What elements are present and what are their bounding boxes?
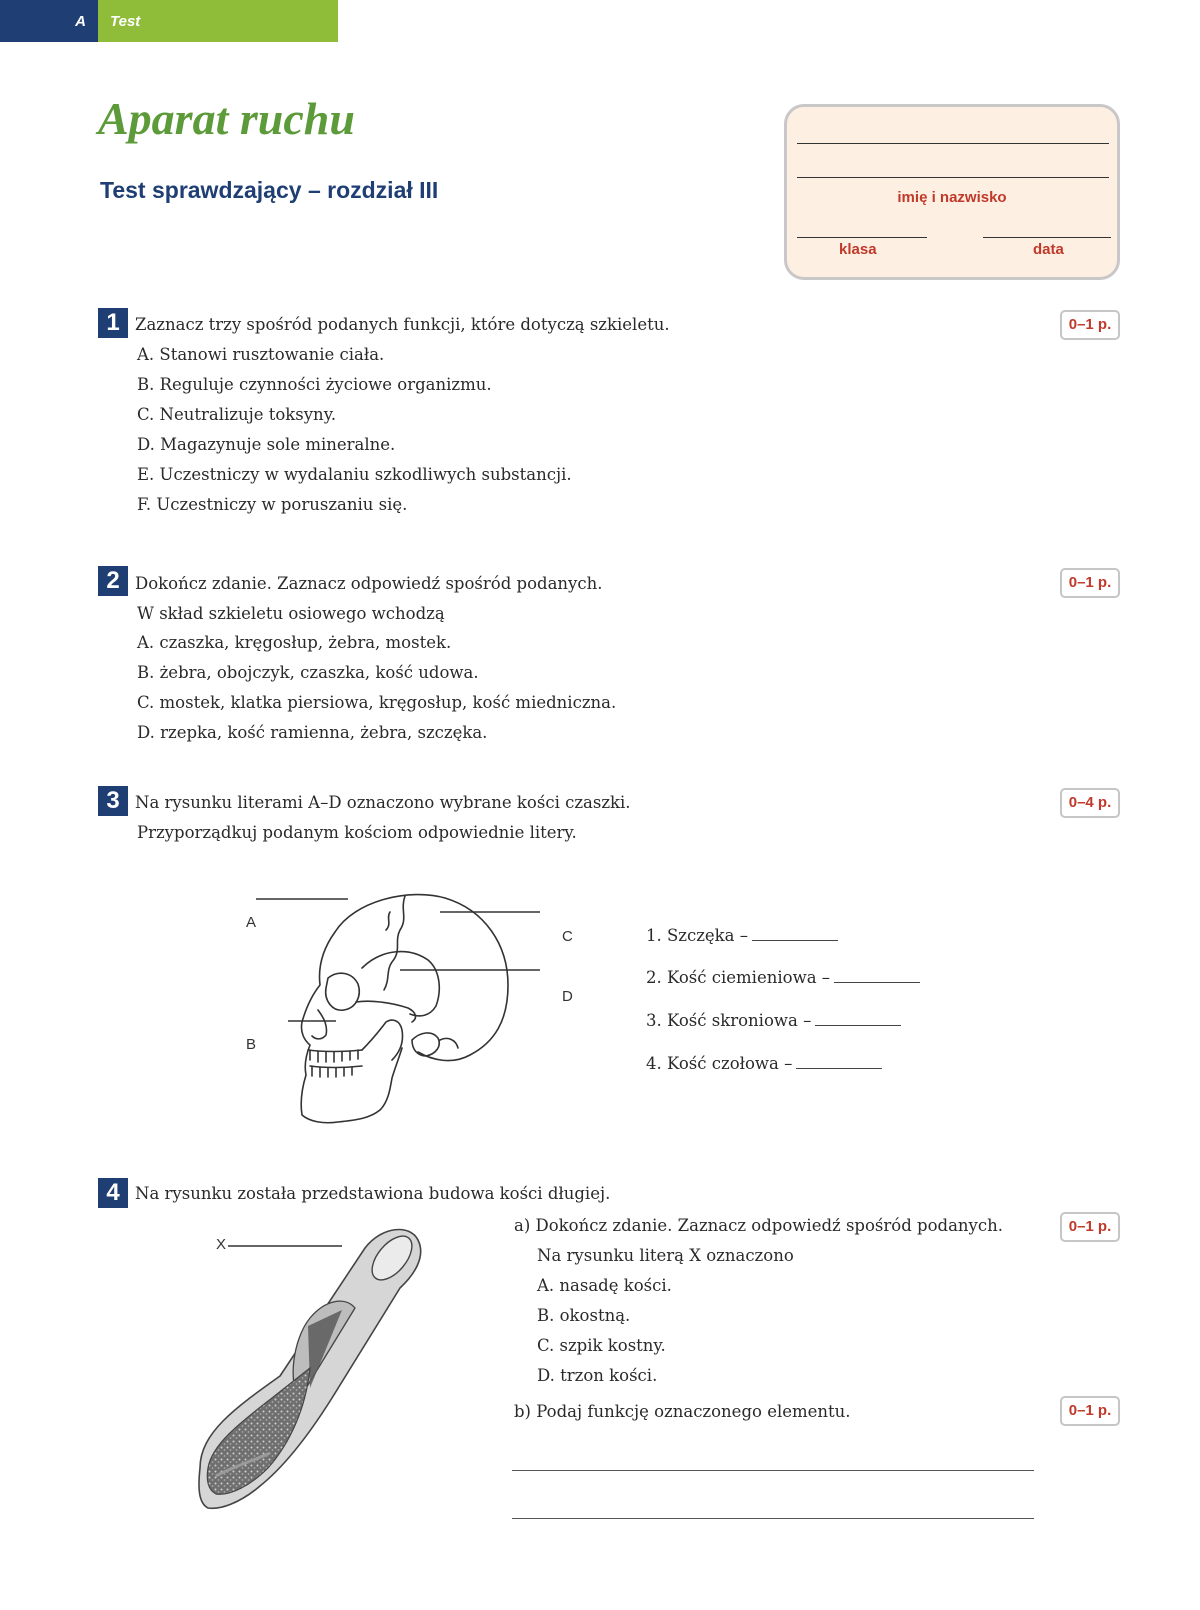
task-3-answer-blank-1[interactable] <box>752 940 838 941</box>
task-3-item-4-text: 4. Kość czołowa – <box>646 1054 793 1073</box>
class-label: klasa <box>839 241 877 258</box>
task-3-points: 0–4 p. <box>1060 788 1120 818</box>
name-line-2[interactable] <box>797 177 1109 178</box>
page-title: Aparat ruchu <box>98 93 355 144</box>
section-label-box <box>98 0 338 42</box>
task-1-option-c[interactable]: C. Neutralizuje toksyny. <box>137 405 337 424</box>
student-info-box <box>784 104 1120 280</box>
task-4a-stem: Na rysunku literą X oznaczono <box>537 1246 794 1265</box>
task-2-option-c[interactable]: C. mostek, klatka piersiowa, kręgosłup, kość miedniczna. <box>137 693 617 712</box>
task-2-option-a[interactable]: A. czaszka, kręgosłup, żebra, mostek. <box>137 633 452 652</box>
task-3-answer-blank-2[interactable] <box>834 982 920 983</box>
task-4-question: Na rysunku została przedstawiona budowa kości długiej. <box>135 1184 611 1203</box>
task-1-number: 1 <box>98 308 128 338</box>
task-3-item-4[interactable] <box>646 1054 882 1073</box>
date-line[interactable] <box>983 237 1111 238</box>
class-line[interactable] <box>797 237 927 238</box>
date-label: data <box>1033 241 1064 258</box>
task-1-option-b[interactable]: B. Reguluje czynności życiowe organizmu. <box>137 375 492 394</box>
name-label: imię i nazwisko <box>897 189 1007 206</box>
task-3-item-3[interactable] <box>646 1011 901 1030</box>
task-4a-option-b[interactable]: B. okostną. <box>537 1306 631 1325</box>
task-1-question: Zaznacz trzy spośród podanych funkcji, które dotyczą szkieletu. <box>135 315 670 334</box>
task-4b-answer-line-1[interactable] <box>512 1470 1034 1471</box>
task-4b-points: 0–1 p. <box>1060 1396 1120 1426</box>
task-4-number: 4 <box>98 1178 128 1208</box>
task-3-item-2-text: 2. Kość ciemieniowa – <box>646 968 831 987</box>
task-3-answer-blank-3[interactable] <box>815 1025 901 1026</box>
task-4b-question: b) Podaj funkcję oznaczonego elementu. <box>514 1402 851 1421</box>
skull-label-a: A <box>246 914 257 931</box>
task-2-option-d[interactable]: D. rzepka, kość ramienna, żebra, szczęka. <box>137 723 488 742</box>
task-2-question: Dokończ zdanie. Zaznacz odpowiedź spośród podanych. <box>135 574 603 593</box>
task-3-item-2[interactable] <box>646 968 920 987</box>
section-letter-box <box>0 0 98 42</box>
task-1-points: 0–1 p. <box>1060 310 1120 340</box>
task-3-instruction: Przyporządkuj podanym kościom odpowiednie litery. <box>137 823 577 842</box>
task-2-stem: W skład szkieletu osiowego wchodzą <box>137 604 445 623</box>
task-1-option-a[interactable]: A. Stanowi rusztowanie ciała. <box>137 345 385 364</box>
task-4a-points: 0–1 p. <box>1060 1212 1120 1242</box>
name-line-1[interactable] <box>797 143 1109 144</box>
bone-label-x: X <box>216 1236 227 1253</box>
task-4a-question: a) Dokończ zdanie. Zaznacz odpowiedź spośród podanych. <box>514 1216 1003 1235</box>
task-2-number: 2 <box>98 566 128 596</box>
skull-label-d: D <box>562 988 573 1005</box>
task-2-option-b[interactable]: B. żebra, obojczyk, czaszka, kość udowa. <box>137 663 479 682</box>
task-4a-option-c[interactable]: C. szpik kostny. <box>537 1336 666 1355</box>
task-1-option-e[interactable]: E. Uczestniczy w wydalaniu szkodliwych substancji. <box>137 465 572 484</box>
task-1-option-f[interactable]: F. Uczestniczy w poruszaniu się. <box>137 495 408 514</box>
task-3-answer-blank-4[interactable] <box>796 1068 882 1069</box>
task-4a-option-d[interactable]: D. trzon kości. <box>537 1366 658 1385</box>
skull-label-b: B <box>246 1036 257 1053</box>
skull-label-c: C <box>562 928 573 945</box>
task-4b-answer-line-2[interactable] <box>512 1518 1034 1519</box>
task-2-points: 0–1 p. <box>1060 568 1120 598</box>
section-header-bar <box>0 0 338 42</box>
task-3-question: Na rysunku literami A–D oznaczono wybrane kości czaszki. <box>135 793 631 812</box>
section-label: Test <box>110 13 141 30</box>
skull-figure <box>240 890 580 1140</box>
task-3-number: 3 <box>98 786 128 816</box>
task-3-item-1-text: 1. Szczęka – <box>646 926 749 945</box>
task-3-item-1[interactable] <box>646 926 838 945</box>
task-3-item-3-text: 3. Kość skroniowa – <box>646 1011 812 1030</box>
long-bone-figure <box>160 1218 440 1518</box>
task-1-option-d[interactable]: D. Magazynuje sole mineralne. <box>137 435 396 454</box>
page-subtitle: Test sprawdzający – rozdział III <box>100 177 439 203</box>
section-letter: A <box>75 13 86 30</box>
task-4a-option-a[interactable]: A. nasadę kości. <box>537 1276 672 1295</box>
